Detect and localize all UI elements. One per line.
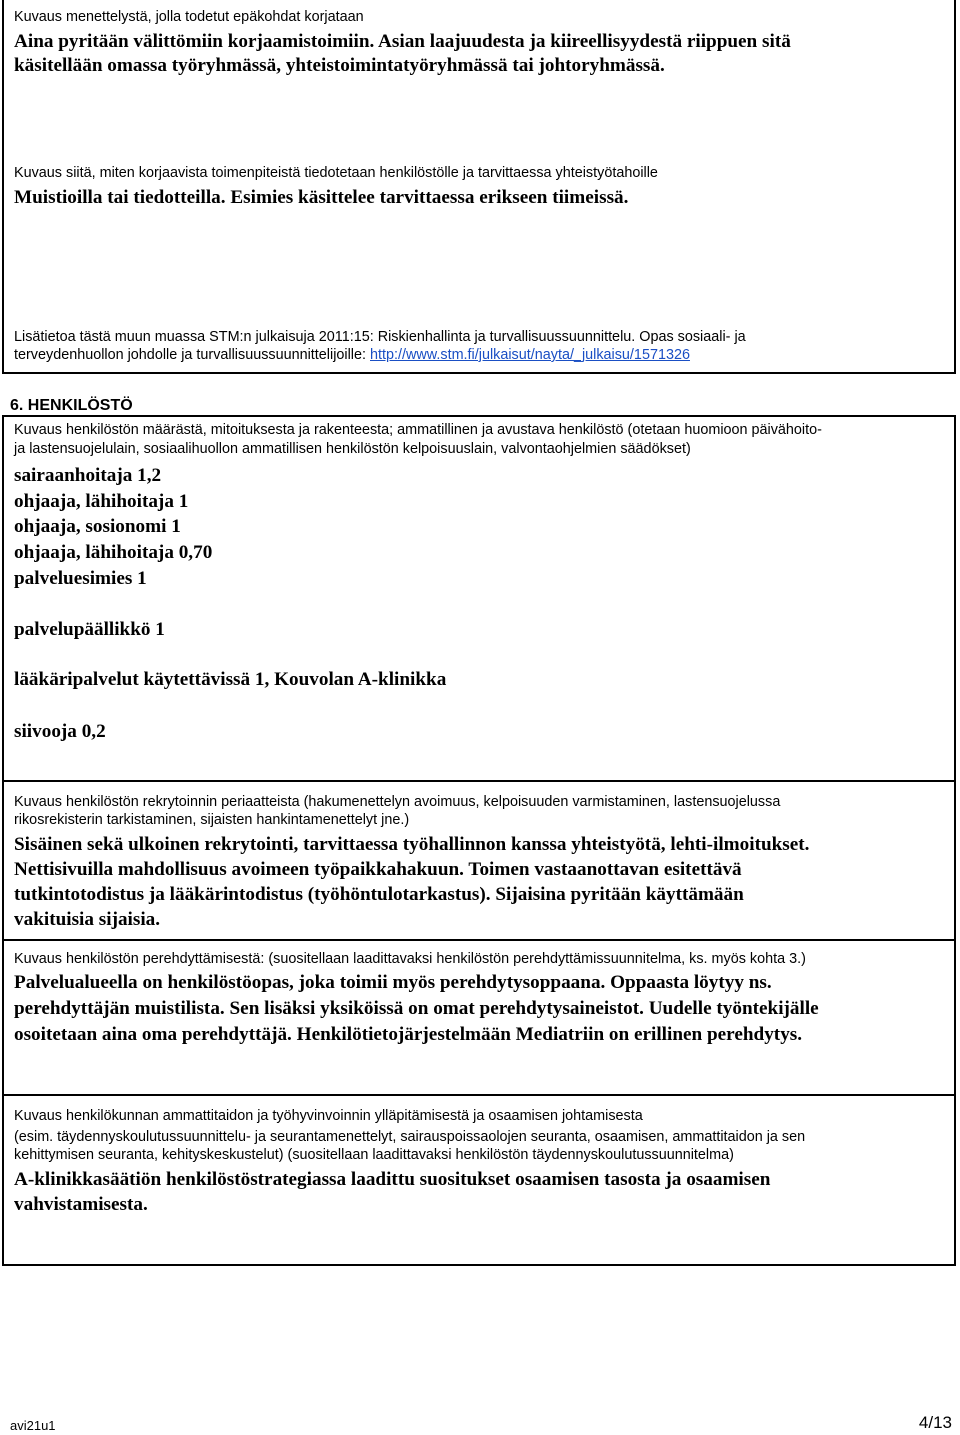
staff-item: ohjaaja, lähihoitaja 1 — [14, 491, 189, 512]
orientation-box — [2, 939, 956, 1096]
section-heading: 6. HENKILÖSTÖ — [10, 397, 133, 414]
corrective-actions-box — [2, 0, 956, 374]
field-label: Kuvaus henkilökunnan ammattitaidon ja työhyvinvoinnin ylläpitämisestä ja osaamisen johtamisesta — [14, 1108, 643, 1124]
staff-item: palveluesimies 1 — [14, 568, 147, 589]
answer-text: A-klinikkasäätiön henkilöstöstrategiassa laadittu suositukset osaamisen tasosta ja osaamisen — [14, 1169, 771, 1190]
info-text — [14, 347, 690, 364]
info-text: Lisätietoa tästä muun muassa STM:n julkaisuja 2011:15: Riskienhallinta ja turvallisuussuunnittelu. Opas sosiaali- ja — [14, 329, 746, 345]
answer-text: Nettisivuilla mahdollisuus avoimeen työpaikkahakuun. Toimen vastaanottavan esitettävä — [14, 859, 742, 880]
field-label: (esim. täydennyskoulutussuunnittelu- ja seurantamenettelyt, sairauspoissaolojen seuranta, osaamisen, ammattitaidon ja sen — [14, 1129, 806, 1145]
field-label: ja lastensuojelulain, sosiaalihuollon ammatillisen henkilöstön kelpoisuuslain, valvontaohjelmien säädökset) — [14, 441, 691, 457]
answer-text: perehdyttäjän muistilista. Sen lisäksi yksiköissä on omat perehdytysaineistot. Uudelle työntekijälle — [14, 998, 819, 1019]
answer-text: käsitellään omassa työryhmässä, yhteistoimintatyöryhmässä tai johtoryhmässä. — [14, 55, 665, 76]
stm-publication-link[interactable]: http://www.stm.fi/julkaisut/nayta/_julkaisu/1571326 — [370, 347, 690, 363]
staff-item: ohjaaja, sosionomi 1 — [14, 516, 181, 537]
staff-item: ohjaaja, lähihoitaja 0,70 — [14, 542, 213, 563]
page-number: 4/13 — [918, 1413, 952, 1432]
answer-text: Palvelualueella on henkilöstöopas, joka toimii myös perehdytysoppaana. Oppaasta löytyy ns. — [14, 972, 772, 993]
field-label: Kuvaus siitä, miten korjaavista toimenpiteistä tiedotetaan henkilöstölle ja tarvittaessa yhteistyötahoille — [14, 165, 658, 181]
field-label: kehittymisen seuranta, kehityskeskustelut) (suositellaan laadittavaksi henkilöstön täydennyskoulutussuunnitelma) — [14, 1147, 734, 1163]
staff-item: siivooja 0,2 — [14, 721, 106, 742]
answer-text: tutkintotodistus ja lääkärintodistus (työhöntulotarkastus). Sijaisina pyritään käyttämään — [14, 884, 744, 905]
doc-code: avi21u1 — [10, 1418, 56, 1433]
answer-text: osoitetaan aina oma perehdyttäjä. Henkilötietojärjestelmään Mediatriin on erillinen perehdytys. — [14, 1024, 803, 1045]
answer-text: Sisäinen sekä ulkoinen rekrytointi, tarvittaessa työhallinnon kanssa yhteistyötä, lehti-ilmoitukset. — [14, 834, 810, 855]
field-label: Kuvaus henkilöstön rekrytoinnin periaatteista (hakumenettelyn avoimuus, kelpoisuuden varmistaminen, lastensuojelussa — [14, 794, 781, 810]
answer-text: vakituisia sijaisia. — [14, 909, 161, 930]
staff-item: lääkäripalvelut käytettävissä 1, Kouvolan A-klinikka — [14, 669, 447, 690]
answer-text: vahvistamisesta. — [14, 1194, 148, 1215]
field-label: rikosrekisterin tarkistaminen, sijaisten hankintamenettelyt jne.) — [14, 812, 410, 828]
staff-item: palvelupäällikkö 1 — [14, 619, 165, 640]
staff-item: sairaanhoitaja 1,2 — [14, 465, 162, 486]
competence-box — [2, 1094, 956, 1266]
staffing-box — [2, 415, 956, 782]
field-label: Kuvaus menettelystä, jolla todetut epäkohdat korjataan — [14, 9, 364, 25]
answer-text: Aina pyritään välittömiin korjaamistoimiin. Asian laajuudesta ja kiireellisyydestä riippuen sitä — [14, 31, 791, 52]
field-label: Kuvaus henkilöstön määrästä, mitoituksesta ja rakenteesta; ammatillinen ja avustava henkilöstö (otetaan huomioon päivähoito- — [14, 422, 822, 438]
recruitment-box — [2, 780, 956, 941]
answer-text: Muistioilla tai tiedotteilla. Esimies käsittelee tarvittaessa erikseen tiimeissä. — [14, 187, 629, 208]
info-text-prefix: terveydenhuollon johdolle ja turvallisuussuunnittelijoille: — [14, 347, 370, 363]
field-label: Kuvaus henkilöstön perehdyttämisestä: (suositellaan laadittavaksi henkilöstön perehdyttämissuunnitelma, ks. myös kohta 3.) — [14, 951, 806, 967]
